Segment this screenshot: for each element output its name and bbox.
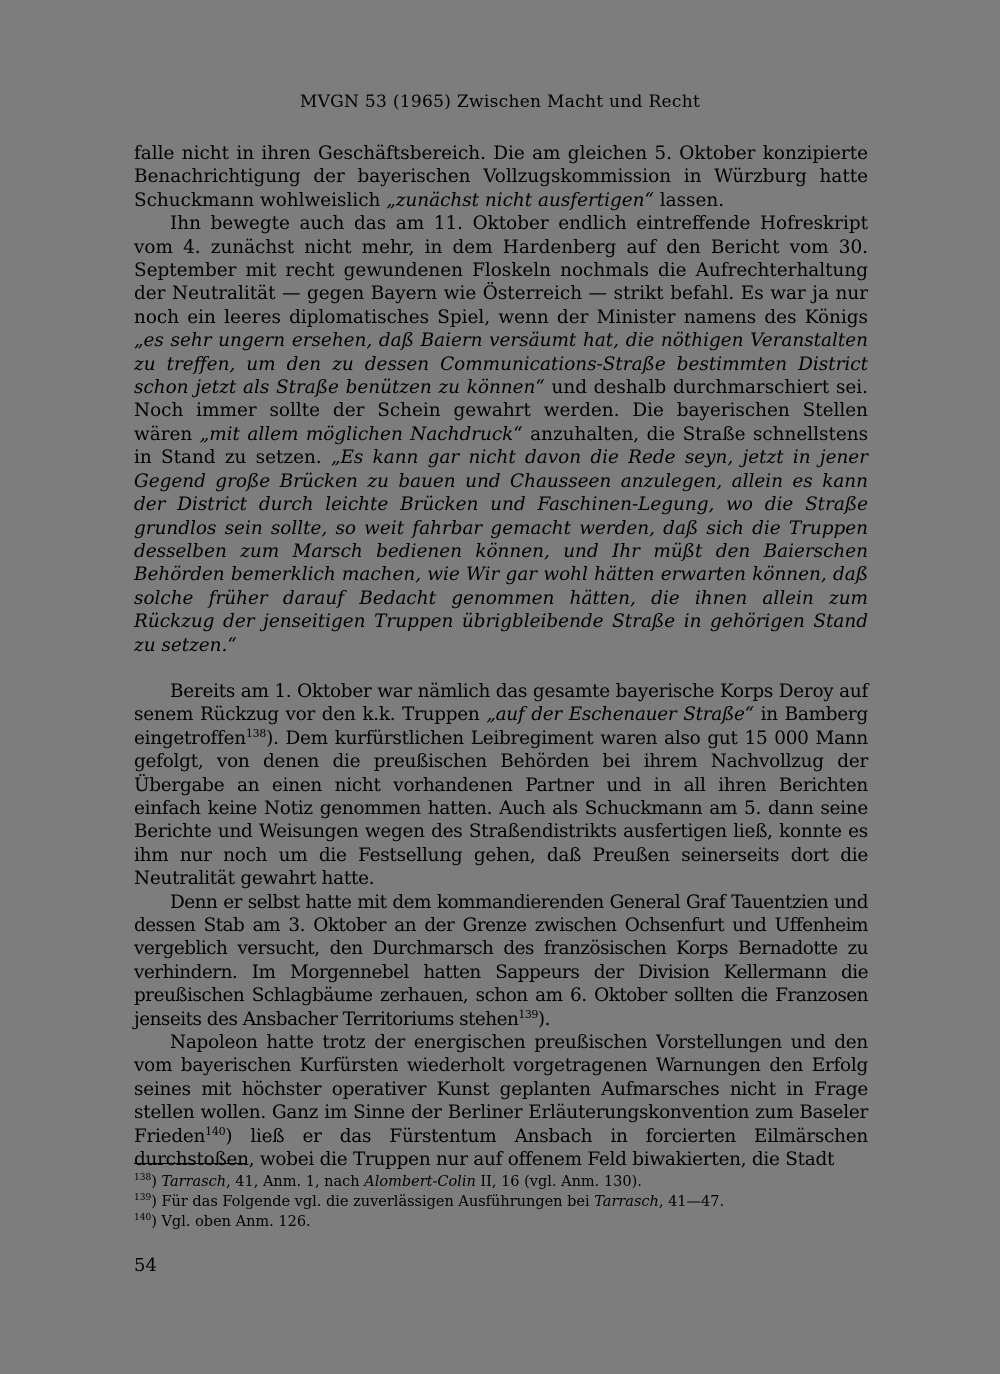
text-run: ). <box>537 1008 550 1030</box>
text-run: Bereits am 1. Oktober war nämlich das gesamte bayerische Korps Deroy auf senem Rückzug vor den k.k. Truppen <box>134 680 868 726</box>
text-run: ) <box>151 1174 162 1190</box>
paragraph <box>134 1031 868 1171</box>
paragraph <box>134 680 868 891</box>
quoted-text: „mit allem möglichen Nachdruck“ <box>199 423 523 445</box>
text-run: ) ließ er das Fürstentum Ansbach in forcierten Eilmärschen durchstoßen, wobei die Truppen nur auf offenem Feld biwakierten, die Stadt <box>134 1125 868 1171</box>
text-run: ). Dem kurfürstlichen Leibregiment waren also gut 15 000 Mann gefolgt, von denen die preußischen Behörden bei ihrem Nachvollzug der Übergabe an einen nicht vorhandenen Partner und in all ihren Berichten einfach keine Notiz genommen hatten. Auch als Schuckmann am 5. dann seine Berichte und Weisungen wegen des Straßendistrikts ausfertigen ließ, konnte es ihm nur noch um die Festsellung gehen, daß Preußen seinerseits dort die Neutralität gewahrt hatte. <box>134 727 868 890</box>
paragraph <box>134 891 868 1031</box>
text-run: , 41, Anm. 1, nach <box>226 1174 365 1190</box>
running-header: MVGN 53 (1965) Zwischen Macht und Recht <box>299 92 701 112</box>
footnote-ref: 140 <box>205 1124 226 1138</box>
footnote-ref: 139 <box>134 1193 152 1204</box>
footnote-ref: 138 <box>245 726 267 740</box>
footnote <box>134 1212 868 1232</box>
text-run: anzuhalten, die Straße schnellstens in Stand zu setzen. <box>134 423 869 469</box>
quoted-text: Tarrasch <box>594 1194 659 1210</box>
text-run: II, 16 (vgl. Anm. 130). <box>475 1174 642 1190</box>
footnote-ref: 138 <box>134 1173 152 1184</box>
paragraph <box>134 212 868 657</box>
text-run: , 41—47. <box>658 1194 725 1210</box>
text-run: falle nicht in ihren Geschäftsbereich. Die am gleichen 5. Oktober konzipierte Benachrichtigung der bayerischen Vollzugskommission in Würzburg hatte Schuckmann wohlweislich <box>134 143 868 211</box>
quoted-text: Alombert-Colin <box>364 1174 476 1190</box>
footnote-ref: 140 <box>134 1213 152 1224</box>
quoted-text: Tarrasch <box>161 1174 227 1190</box>
text-run: ) Vgl. oben Anm. 126. <box>151 1214 311 1230</box>
text-run: und deshalb durchmarschiert sei. Noch immer sollte der Schein gewahrt werden. Die bayerischen Stellen wären <box>134 377 868 445</box>
text-run: lassen. <box>653 189 725 211</box>
footnote <box>134 1172 868 1192</box>
quoted-text: „auf der Eschenauer Straße“ <box>486 704 754 726</box>
body-text <box>134 142 868 1171</box>
quoted-text: „es sehr ungern ersehen, daß Baiern versäumt hat, die nöthigen Veranstalten zu treffen, um den zu dessen Communications-Straße bestimmten District schon jetzt als Straße benützen zu können“ <box>134 330 868 399</box>
page-number: 54 <box>134 1255 157 1276</box>
text-run: Ihn bewegte auch das am 11. Oktober endlich eintreffende Hofreskript vom 4. zunächst nicht mehr, in dem Hardenberg auf den Bericht vom 30. September mit recht gewundenen Floskeln nochmals die Aufrechterhaltung der Neutralität — gegen Bayern wie Österreich — strikt befahl. Es war ja nur noch ein leeres diplomatisches Spiel, wenn der Minister namens des Königs <box>134 213 868 328</box>
footnote-divider <box>134 1163 246 1164</box>
text-run: ) Für das Folgende vgl. die zuverlässigen Ausführungen bei <box>151 1194 595 1210</box>
text-run: Denn er selbst hatte mit dem kommandierenden General Graf Tauentzien und dessen Stab am 3. Oktober an der Grenze zwischen Ochsenfurt und Uffenheim vergeblich versucht, den Durchmarsch des französischen Korps Bernadotte zu verhindern. Im Morgennebel hatten Sappeurs der Division Kellermann die preußischen Schlagbäume zerhauen, schon am 6. Oktober sollten die Franzosen jenseits des Ansbacher Territoriums stehen <box>134 891 868 1030</box>
footnote-ref: 139 <box>518 1007 538 1021</box>
text-run: Napoleon hatte trotz der energischen preußischen Vorstellungen und den vom bayerischen Kurfürsten wiederholt vorgetragenen Warnungen den Erfolg seines mit höchster operativer Kunst geplanten Aufmarsches nicht in Frage stellen wollen. Ganz im Sinne der Berliner Erläuterungskonvention zum Baseler Frieden <box>134 1032 868 1147</box>
paragraph <box>134 142 868 212</box>
text-run: in Bamberg eingetroffen <box>134 704 868 749</box>
quoted-text: „Es kann gar nicht davon die Rede seyn, jetzt in jener Gegend große Brücken zu bauen und Chausseen anzulegen, allein es kann der District durch leichte Brücken und Faschinen-Legung, wo die Straße grundlos sein sollte, so weit fahrbar gemacht werden, daß sich die Truppen desselben zum Marsch bedienen können, und Ihr müßt den Baierschen Behörden bemerklich machen, wie Wir gar wohl hätten erwarten können, daß solche früher darauf Bedacht genommen hätten, die ihnen allein zum Rückzug der jenseitigen Truppen übrigbleibende Straße in gehörigen Stand zu setzen.“ <box>134 447 868 656</box>
footnotes <box>134 1172 868 1232</box>
footnote <box>134 1192 868 1212</box>
quoted-text: „zunächst nicht ausfertigen“ <box>386 189 654 211</box>
